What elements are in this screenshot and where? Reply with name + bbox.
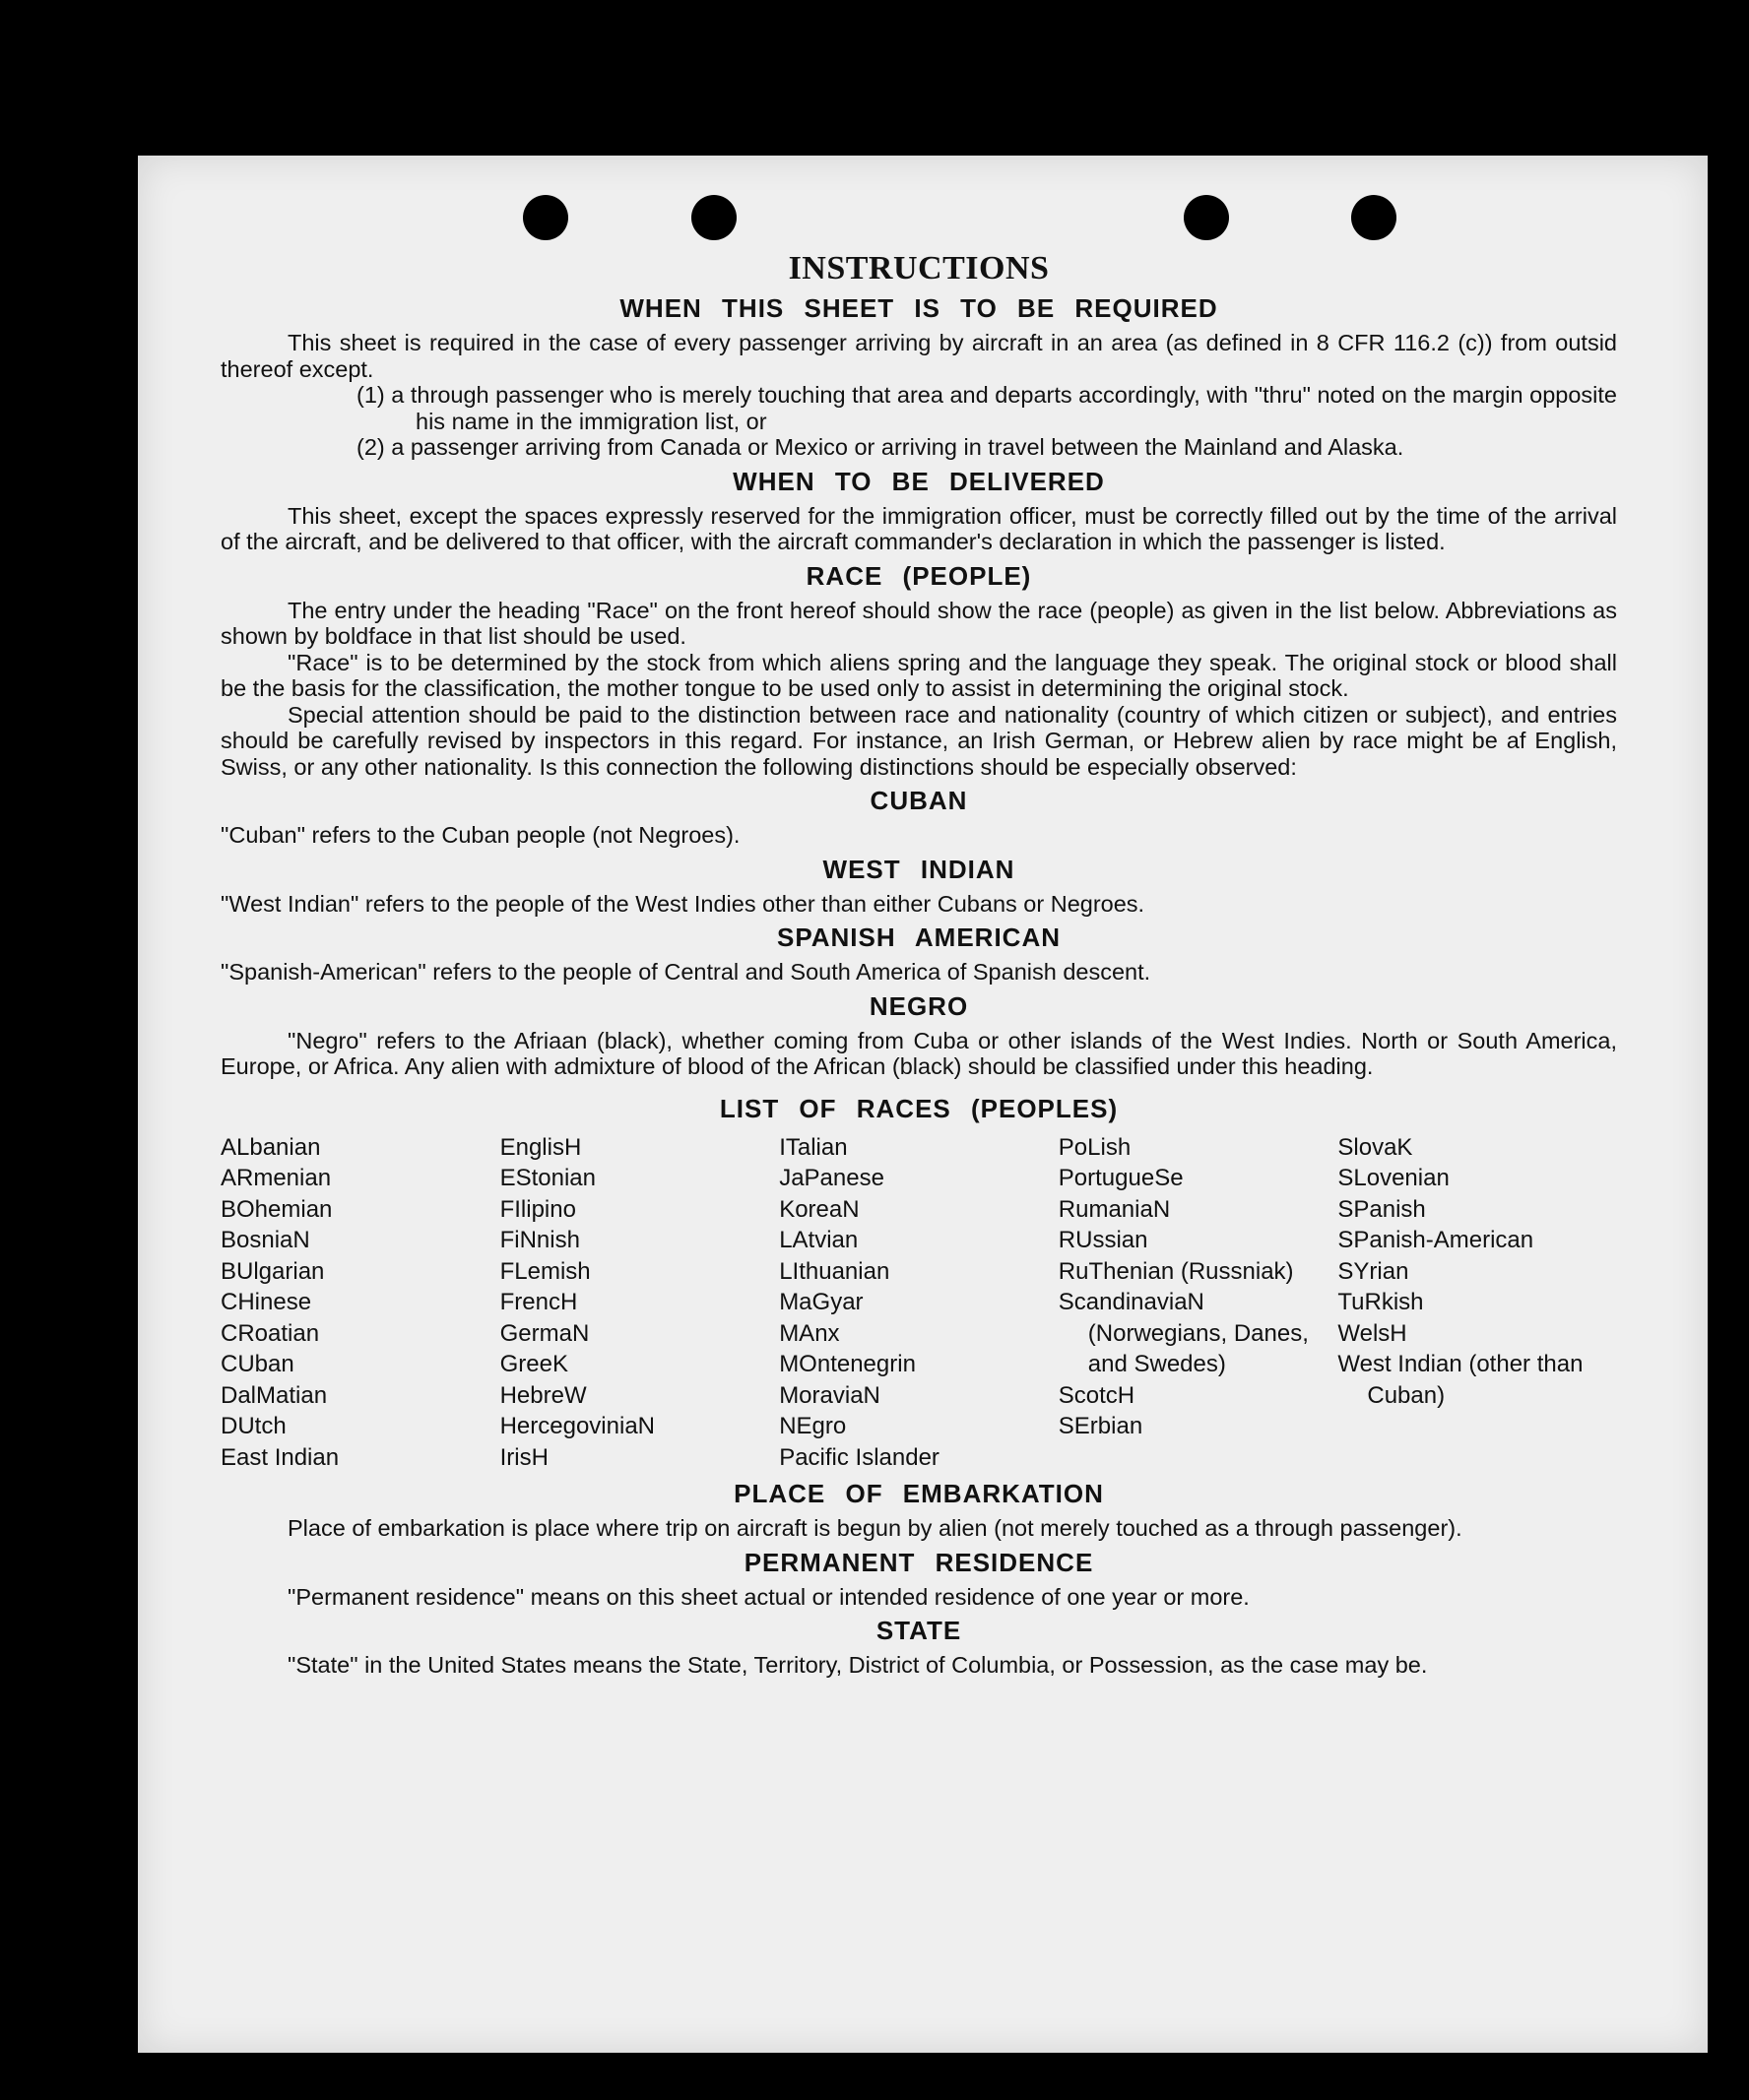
race-item: West Indian (other than Cuban) bbox=[1337, 1351, 1584, 1409]
race-item: MoraviaN bbox=[779, 1381, 880, 1409]
race-item: RUssian bbox=[1058, 1227, 1148, 1253]
race-paragraph-3: Special attention should be paid to the distinction between race and nationality (country of which citizen or subject), and entries should be carefully revised by inspectors in this regard. For instance, an Irish German, or Hebrew alien by race might be af English, Swiss, or any other nationality. Is this connection the following distinctions should be especially observed: bbox=[221, 701, 1617, 780]
race-paragraph-1: The entry under the heading "Race" on the front hereof should show the race (people) as given in the list below. Abbreviations as shown by boldface in that list should be used. bbox=[221, 597, 1617, 649]
races-list bbox=[221, 1132, 1617, 1474]
race-item: HebreW bbox=[499, 1381, 587, 1409]
race-item: KoreaN bbox=[779, 1195, 860, 1223]
race-item: MOntenegrin bbox=[779, 1351, 916, 1377]
delivered-text: This sheet, except the spaces expressly reserved for the immigration officer, must be correctly filled out by the time of the arrival of the aircraft, and be delivered to that officer, with the aircraft commander's declaration in which the passenger is listed. bbox=[221, 502, 1617, 554]
races-column-5 bbox=[1337, 1132, 1617, 1474]
race-item: BosniaN bbox=[221, 1227, 310, 1253]
race-item: MAnx bbox=[779, 1319, 840, 1347]
races-column-2 bbox=[500, 1132, 780, 1474]
race-item: CRoatian bbox=[221, 1319, 320, 1347]
heading-west-indian: WEST INDIAN bbox=[822, 854, 1015, 884]
race-item: TuRkish bbox=[1337, 1289, 1424, 1315]
west-indian-text: "West Indian" refers to the people of the West Indies other than either Cubans or Negroes. bbox=[221, 890, 1145, 917]
heading-when-delivered: WHEN TO BE DELIVERED bbox=[733, 466, 1105, 496]
race-item: RuThenian (Russniak) bbox=[1058, 1257, 1294, 1285]
race-item: BUlgarian bbox=[221, 1257, 325, 1285]
race-item: East Indian bbox=[221, 1443, 340, 1471]
race-item: SPanish-American bbox=[1337, 1227, 1534, 1253]
race-item: CHinese bbox=[221, 1289, 312, 1315]
race-item: DUtch bbox=[221, 1413, 287, 1439]
heading-list-of-races: LIST OF RACES (PEOPLES) bbox=[719, 1093, 1119, 1123]
race-item: NEgro bbox=[779, 1413, 847, 1439]
punch-hole-1 bbox=[523, 195, 568, 240]
instructions-content bbox=[221, 250, 1617, 1679]
race-item: BOhemian bbox=[221, 1195, 333, 1223]
state-text: "State" in the United States means the State, Territory, District of Columbia, or Possession, as the case may be. bbox=[288, 1652, 1428, 1678]
heading-when-required: WHEN THIS SHEET IS TO BE REQUIRED bbox=[619, 293, 1218, 323]
race-item: ScandinaviaN (Norwegians, Danes, and Swedes) bbox=[1058, 1289, 1309, 1377]
race-item: ScotcH bbox=[1058, 1381, 1135, 1409]
race-item: GermaN bbox=[499, 1319, 590, 1347]
punch-hole-3 bbox=[1184, 195, 1229, 240]
race-item: RumaniaN bbox=[1058, 1195, 1171, 1223]
document-sheet bbox=[138, 156, 1708, 2053]
race-item: CUban bbox=[221, 1351, 294, 1377]
race-item: HercegoviniaN bbox=[499, 1413, 655, 1439]
residence-text: "Permanent residence" means on this sheet actual or intended residence of one year or more. bbox=[288, 1583, 1250, 1610]
race-item: PoLish bbox=[1058, 1133, 1132, 1161]
heading-embarkation: PLACE OF EMBARKATION bbox=[734, 1479, 1104, 1508]
required-item-1: (1) a through passenger who is merely touching that area and departs accordingly, with "thru" noted on the margin opposite his name in the immigration list, or bbox=[356, 382, 1617, 434]
race-item: FrencH bbox=[499, 1289, 578, 1315]
punch-hole-2 bbox=[691, 195, 737, 240]
race-item: FIlipino bbox=[499, 1195, 576, 1223]
race-item: Pacific Islander bbox=[779, 1443, 939, 1471]
embarkation-text: Place of embarkation is place where trip on aircraft is begun by alien (not merely touched as a through passenger). bbox=[288, 1515, 1462, 1541]
heading-negro: NEGRO bbox=[869, 990, 969, 1021]
heading-state: STATE bbox=[875, 1616, 962, 1645]
heading-race: RACE (PEOPLE) bbox=[806, 560, 1032, 591]
race-item: MaGyar bbox=[779, 1289, 864, 1315]
race-item: DalMatian bbox=[221, 1381, 328, 1409]
heading-spanish-american: SPANISH AMERICAN bbox=[776, 923, 1061, 952]
race-paragraph-2: "Race" is to be determined by the stock from which aliens spring and the language they speak. The original stock or blood shall be the basis for the classification, the mother tongue to be used only to assist in determining the original stock. bbox=[221, 649, 1617, 701]
race-item: GreeK bbox=[499, 1351, 568, 1377]
race-item: LIthuanian bbox=[779, 1257, 890, 1285]
race-item: LAtvian bbox=[779, 1227, 859, 1253]
spanish-american-text: "Spanish-American" refers to the people of Central and South America of Spanish descent. bbox=[221, 959, 1151, 985]
race-item: ARmenian bbox=[221, 1165, 332, 1191]
races-column-3 bbox=[779, 1132, 1059, 1474]
punch-hole-4 bbox=[1351, 195, 1396, 240]
heading-cuban: CUBAN bbox=[870, 786, 968, 815]
race-item: SYrian bbox=[1337, 1257, 1409, 1285]
races-column-4 bbox=[1059, 1132, 1338, 1474]
races-column-1 bbox=[221, 1132, 500, 1474]
page-title: INSTRUCTIONS bbox=[788, 250, 1050, 286]
race-item: SLovenian bbox=[1337, 1165, 1450, 1191]
race-item: ALbanian bbox=[221, 1133, 321, 1161]
race-item: SlovaK bbox=[1337, 1133, 1413, 1161]
race-item: FLemish bbox=[499, 1257, 591, 1285]
race-item: PortugueSe bbox=[1058, 1165, 1184, 1191]
race-item: JaPanese bbox=[779, 1165, 884, 1191]
required-intro: This sheet is required in the case of every passenger arriving by aircraft in an area (as defined in 8 CFR 116.2 (c)) from outsid thereof except. bbox=[221, 330, 1617, 382]
race-item: SPanish bbox=[1337, 1195, 1426, 1223]
race-item: SErbian bbox=[1058, 1413, 1143, 1439]
heading-permanent-residence: PERMANENT RESIDENCE bbox=[744, 1547, 1094, 1577]
race-item: WelsH bbox=[1337, 1319, 1407, 1347]
cuban-text: "Cuban" refers to the Cuban people (not Negroes). bbox=[221, 822, 741, 848]
race-item: IrisH bbox=[499, 1443, 549, 1471]
race-item: ITalian bbox=[779, 1133, 848, 1161]
negro-text: "Negro" refers to the Afriaan (black), whether coming from Cuba or other islands of the West Indies. North or South America, Europe, or Africa. Any alien with admixture of blood of the African (black) should be classified under this heading. bbox=[221, 1027, 1617, 1079]
required-item-2: (2) a passenger arriving from Canada or Mexico or arriving in travel between the Mainland and Alaska. bbox=[356, 434, 1404, 460]
race-item: EStonian bbox=[499, 1165, 596, 1191]
race-item: FiNnish bbox=[499, 1227, 580, 1253]
race-item: EnglisH bbox=[499, 1133, 582, 1161]
